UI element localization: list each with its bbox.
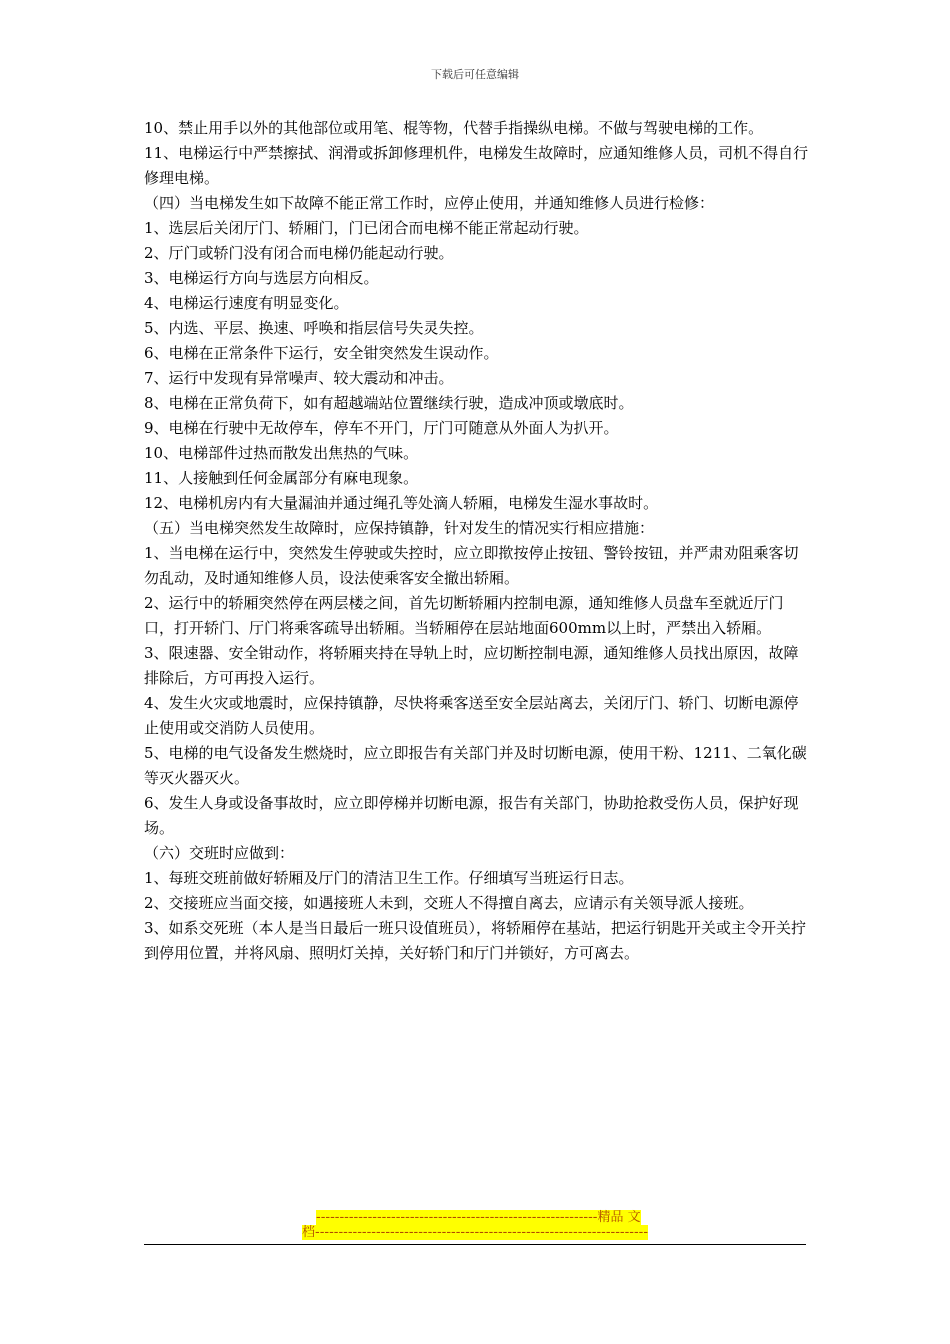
list-item: 1、当电梯在运行中，突然发生停驶或失控时，应立即揿按停止按钮、警铃按钮，并严肃劝阻乘客切勿乱动，及时通知维修人员，设法使乘客安全撤出轿厢。 bbox=[144, 544, 799, 587]
list-item: 2、运行中的轿厢突然停在两层楼之间，首先切断轿厢内控制电源，通知维修人员盘车至就近厅门口，打开轿门、厅门将乘客疏导出轿厢。当轿厢停在层站地面600mm以上时，严禁出入轿厢。 bbox=[144, 594, 784, 637]
list-item: 9、电梯在行驶中无故停车，停车不开门，厅门可随意从外面人为扒开。 bbox=[144, 419, 619, 437]
list-item: 8、电梯在正常负荷下，如有超越端站位置继续行驶，造成冲顶或墩底时。 bbox=[144, 394, 634, 412]
list-item: 5、内选、平层、换速、呼唤和指层信号失灵失控。 bbox=[144, 319, 484, 337]
list-item: 11、人接触到任何金属部分有麻电现象。 bbox=[144, 469, 419, 487]
list-item: 2、厅门或轿门没有闭合而电梯仍能起动行驶。 bbox=[144, 244, 454, 262]
footer-line-2: 档----------------------------------------------------------------------- bbox=[302, 1225, 649, 1240]
list-item: 3、限速器、安全钳动作，将轿厢夹持在导轨上时，应切断控制电源，通知维修人员找出原因，故障排除后，方可再投入运行。 bbox=[144, 644, 799, 687]
list-item: 4、电梯运行速度有明显变化。 bbox=[144, 294, 349, 312]
paragraph: 10、禁止用手以外的其他部位或用笔、棍等物，代替手指操纵电梯。不做与驾驶电梯的工作。 bbox=[144, 119, 764, 137]
list-item: 3、电梯运行方向与选层方向相反。 bbox=[144, 269, 379, 287]
document-body bbox=[144, 116, 810, 966]
section-heading: （六）交班时应做到： bbox=[144, 844, 295, 862]
list-item: 4、发生火灾或地震时，应保持镇静，尽快将乘客送至安全层站离去，关闭厅门、轿门、切断电源停止使用或交消防人员使用。 bbox=[144, 694, 799, 737]
list-item: 1、每班交班前做好轿厢及厅门的清洁卫生工作。仔细填写当班运行日志。 bbox=[144, 869, 634, 887]
section-heading: （四）当电梯发生如下故障不能正常工作时，应停止使用，并通知维修人员进行检修： bbox=[144, 194, 715, 212]
paragraph: 11、电梯运行中严禁擦拭、润滑或拆卸修理机件，电梯发生故障时，应通知维修人员，司机不得自行修理电梯。 bbox=[144, 144, 809, 187]
section-heading: （五）当电梯突然发生故障时，应保持镇静，针对发生的情况实行相应措施： bbox=[144, 519, 655, 537]
list-item: 12、电梯机房内有大量漏油并通过绳孔等处滴人轿厢，电梯发生湿水事故时。 bbox=[144, 494, 659, 512]
list-item: 1、选层后关闭厅门、轿厢门，门已闭合而电梯不能正常起动行驶。 bbox=[144, 219, 589, 237]
list-item: 5、电梯的电气设备发生燃烧时，应立即报告有关部门并及时切断电源，使用干粉、1211、二氧化碳等灭火器灭火。 bbox=[144, 744, 807, 787]
footer-divider bbox=[144, 1244, 806, 1245]
list-item: 6、电梯在正常条件下运行，安全钳突然发生误动作。 bbox=[144, 344, 499, 362]
footer-watermark bbox=[302, 1210, 652, 1240]
footer-line-1: ------------------------------------------------------------精品 文 bbox=[316, 1210, 641, 1225]
list-item: 6、发生人身或设备事故时，应立即停梯并切断电源，报告有关部门，协助抢救受伤人员，保护好现场。 bbox=[144, 794, 799, 837]
list-item: 7、运行中发现有异常噪声、较大震动和冲击。 bbox=[144, 369, 454, 387]
list-item: 10、电梯部件过热而散发出焦热的气味。 bbox=[144, 444, 419, 462]
list-item: 3、如系交死班（本人是当日最后一班只设值班员），将轿厢停在基站，把运行钥匙开关或主令开关拧到停用位置，并将风扇、照明灯关掉，关好轿门和厅门并锁好，方可离去。 bbox=[144, 919, 807, 962]
list-item: 2、交接班应当面交接，如遇接班人未到，交班人不得擅自离去，应请示有关领导派人接班。 bbox=[144, 894, 754, 912]
page-header: 下载后可任意编辑 bbox=[431, 68, 519, 81]
